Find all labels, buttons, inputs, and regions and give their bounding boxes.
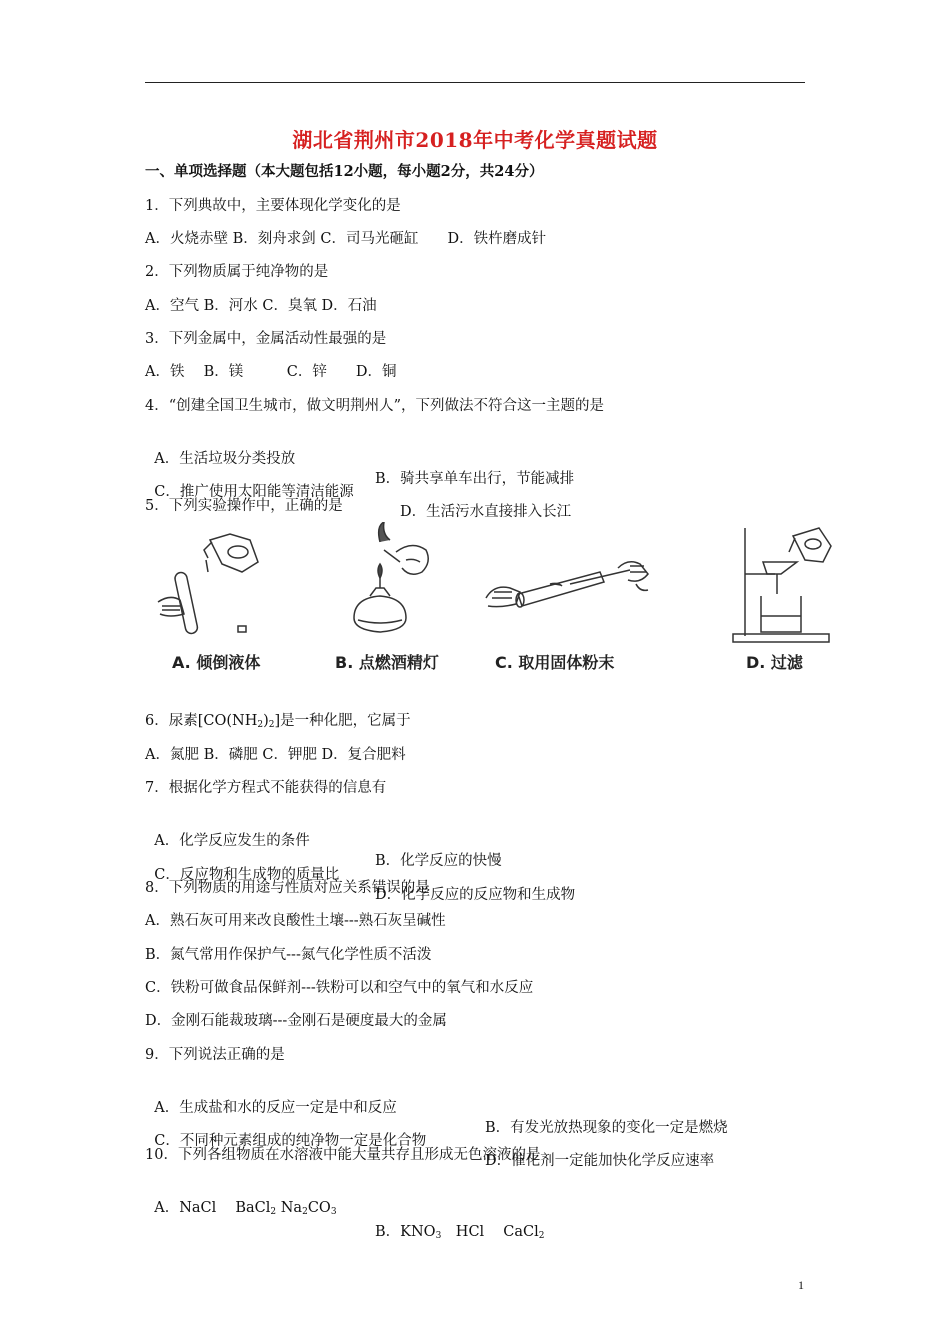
q6-subscript: 2 bbox=[257, 720, 264, 730]
question-6-stem bbox=[145, 711, 411, 735]
question-7-option-d: D．化学反应的反应物和生成物 bbox=[375, 887, 576, 903]
q6-stem-part: ]是一种化肥，它属于 bbox=[274, 713, 411, 729]
q10-text: CO bbox=[307, 1200, 331, 1216]
filtration-illustration bbox=[725, 522, 845, 647]
question-9-option-d: D．催化剂一定能加快化学反应速率 bbox=[485, 1153, 715, 1169]
q10-subscript: 2 bbox=[302, 1207, 308, 1217]
question-9-option-b: B．有发光放热现象的变化一定是燃烧 bbox=[485, 1120, 728, 1136]
solid-powder-illustration bbox=[480, 522, 660, 647]
q10-subscript: 3 bbox=[330, 1207, 337, 1217]
question-6-options: A．氮肥 B．磷肥 C．钾肥 D．复合肥料 bbox=[145, 747, 406, 763]
question-10-option-row bbox=[145, 1178, 545, 1242]
alcohol-lamp-illustration bbox=[340, 522, 470, 647]
figure-caption-d: D. 过滤 bbox=[746, 653, 803, 672]
question-1-options: A．火烧赤壁 B．刻舟求剑 C．司马光砸缸 D．铁杵磨成针 bbox=[145, 231, 547, 247]
figure-caption-c: C. 取用固体粉末 bbox=[495, 653, 615, 672]
lab-operation-figures bbox=[150, 522, 850, 682]
question-8-option-d: D．金刚石能裁玻璃---金刚石是硬度最大的金属 bbox=[145, 1013, 447, 1029]
question-5-stem: 5．下列实验操作中，正确的是 bbox=[145, 498, 343, 514]
q10-text: Na bbox=[276, 1200, 303, 1216]
q10-subscript: 2 bbox=[270, 1207, 277, 1217]
question-3-stem: 3．下列金属中，金属活动性最强的是 bbox=[145, 331, 387, 347]
pouring-liquid-illustration bbox=[150, 522, 280, 647]
question-4-option-d: D．生活污水直接排入长江 bbox=[400, 504, 572, 520]
question-7-option-a: A．化学反应发生的条件 bbox=[154, 833, 310, 849]
question-7-option-b: B．化学反应的快慢 bbox=[375, 853, 502, 869]
q10-text: B．KNO bbox=[375, 1224, 436, 1240]
question-10-option-b bbox=[375, 1222, 545, 1246]
question-4-option-a: A．生活垃圾分类投放 bbox=[154, 451, 296, 467]
section-heading: 一、单项选择题（本大题包括12小题，每小题2分，共24分） bbox=[145, 163, 544, 180]
question-2-stem: 2．下列物质属于纯净物的是 bbox=[145, 264, 329, 280]
question-1-stem: 1．下列典故中，主要体现化学变化的是 bbox=[145, 198, 401, 214]
question-8-option-b: B．氮气常用作保护气---氮气化学性质不活泼 bbox=[145, 947, 432, 963]
header-rule bbox=[145, 82, 805, 83]
question-10-stem: 10．下列各组物质在水溶液中能大量共存且形成无色溶液的是 bbox=[145, 1147, 541, 1163]
figure-caption-b: B. 点燃酒精灯 bbox=[335, 653, 439, 672]
q6-subscript: 2 bbox=[268, 720, 275, 730]
question-7-stem: 7．根据化学方程式不能获得的信息有 bbox=[145, 780, 387, 796]
question-4-option-c: C．推广使用太阳能等清洁能源 bbox=[154, 484, 354, 500]
figure-caption-a: A. 倾倒液体 bbox=[172, 653, 261, 672]
q10-subscript: 2 bbox=[538, 1231, 545, 1241]
question-4-option-b: B．骑共享单车出行，节能减排 bbox=[375, 471, 575, 487]
question-4-stem: 4．“创建全国卫生城市，做文明荆州人”，下列做法不符合这一主题的是 bbox=[145, 398, 605, 414]
question-2-options: A．空气 B．河水 C．臭氧 D．石油 bbox=[145, 298, 377, 314]
page-number: 1 bbox=[798, 1278, 804, 1292]
question-8-option-c: C．铁粉可做食品保鲜剂---铁粉可以和空气中的氧气和水反应 bbox=[145, 980, 534, 996]
question-3-options: A．铁 B．镁 C．锌 D．铜 bbox=[145, 364, 397, 380]
q6-stem-part: ) bbox=[263, 713, 269, 729]
question-8-option-a: A．熟石灰可用来改良酸性土壤---熟石灰呈碱性 bbox=[145, 913, 446, 929]
question-9-option-a: A．生成盐和水的反应一定是中和反应 bbox=[154, 1100, 397, 1116]
question-8-stem: 8．下列物质的用途与性质对应关系错误的是 bbox=[145, 880, 430, 896]
question-9-option-c: C．不同种元素组成的纯净物一定是化合物 bbox=[154, 1133, 427, 1149]
question-9-stem: 9．下列说法正确的是 bbox=[145, 1047, 285, 1063]
question-7-option-c: C．反应物和生成物的质量比 bbox=[154, 867, 340, 883]
question-10-option-a bbox=[154, 1200, 336, 1216]
q10-text: HCl CaCl bbox=[441, 1224, 539, 1240]
document-title: 湖北省荆州市2018年中考化学真题试题 bbox=[292, 128, 658, 152]
q10-subscript: 3 bbox=[435, 1231, 442, 1241]
q10-text: A．NaCl BaCl bbox=[154, 1200, 271, 1216]
q6-stem-part: 6．尿素[CO(NH bbox=[145, 713, 258, 729]
